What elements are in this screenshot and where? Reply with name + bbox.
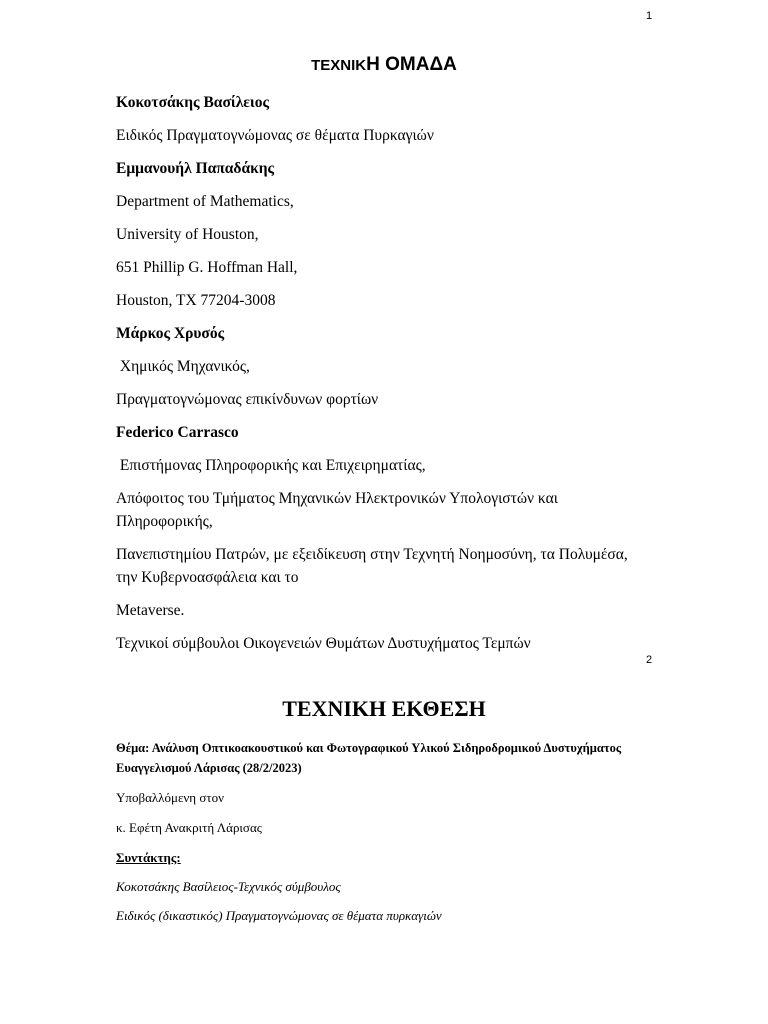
member-role: Χημικός Μηχανικός, [116, 358, 250, 375]
member-role: Department of Mathematics, [116, 193, 294, 210]
member-role: Ειδικός Πραγματογνώμονας σε θέματα Πυρκαγιών [116, 127, 434, 144]
author-line: Ειδικός (δικαστικός) Πραγματογνώμονας σε θέματα πυρκαγιών [116, 908, 442, 923]
page-number: 1 [646, 10, 653, 22]
page-title [0, 54, 768, 76]
title-part-small: ΤΕΧΝΙΚ [311, 57, 367, 74]
member-role: Απόφοιτος του Τμήματος Μηχανικών Ηλεκτρονικών Υπολογιστών και Πληροφορικής, [116, 490, 558, 530]
member-name: Εμμανουήλ Παπαδάκης [116, 160, 275, 177]
author-line: Κοκοτσάκης Βασίλειος-Τεχνικός σύμβουλος [116, 879, 341, 894]
submitted-to-label: Υποβαλλόμενη στον [116, 790, 224, 805]
member-name: Federico Carrasco [116, 424, 239, 441]
recipient: κ. Εφέτη Ανακριτή Λάρισας [116, 820, 262, 835]
report-subject: Θέμα: Ανάλυση Οπτικοακουστικού και Φωτογραφικού Υλικού Σιδηροδρομικού Δυστυχήματος Ευαγγελισμού Λάρισας (28/2/2023) [116, 741, 622, 775]
member-role: Houston, TX 77204-3008 [116, 292, 276, 309]
member-role: 651 Phillip G. Hoffman Hall, [116, 259, 298, 276]
member-role: University of Houston, [116, 226, 259, 243]
report-title: ΤΕΧΝΙΚΗ ΕΚΘΕΣΗ [282, 696, 486, 721]
page-number: 2 [646, 654, 653, 666]
member-name: Μάρκος Χρυσός [116, 325, 225, 342]
member-name: Κοκοτσάκης Βασίλειος [116, 94, 270, 111]
title-part-large: Η ΟΜΑΔΑ [366, 54, 457, 75]
team-caption: Τεχνικοί σύμβουλοι Οικογενειών Θυμάτων Δυστυχήματος Τεμπών [116, 635, 531, 652]
member-role: Επιστήμονας Πληροφορικής και Επιχειρηματίας, [116, 457, 426, 474]
author-label: Συντάκτης: [116, 850, 181, 865]
member-role: Πανεπιστημίου Πατρών, με εξειδίκευση στην Τεχνητή Νοημοσύνη, τα Πολυμέσα, την Κυβερνοασφάλεια και το [116, 546, 628, 586]
member-role: Πραγματογνώμονας επικίνδυνων φορτίων [116, 391, 379, 408]
member-role: Metaverse. [116, 602, 185, 619]
